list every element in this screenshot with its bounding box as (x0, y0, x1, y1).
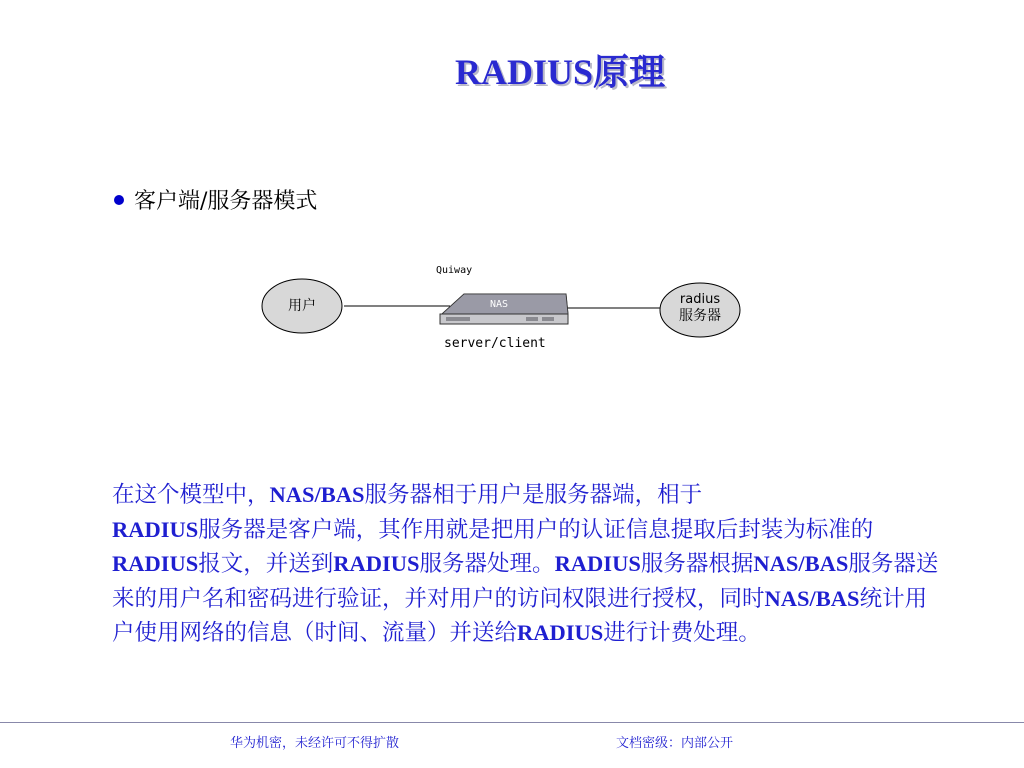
client-server-diagram (250, 258, 750, 368)
paragraph-segment: NAS/BAS (764, 585, 860, 611)
paragraph-segment: NAS/BAS (269, 482, 365, 507)
bullet-item (114, 184, 317, 215)
diagram-caption: server/client (444, 336, 546, 351)
description-paragraph (112, 478, 942, 651)
paragraph-segment: NAS/BAS (753, 551, 849, 576)
paragraph-segment: 服务器根据 (640, 551, 754, 577)
server-label-line2: 服务器 (679, 308, 721, 324)
footer-confidential: 华为机密，未经许可不得扩散 (230, 736, 400, 751)
paragraph-segment: RADIUS (333, 551, 420, 576)
bullet-text: 客户端/服务器模式 (134, 189, 318, 214)
nas-device-label: NAS (490, 299, 509, 310)
page-title: RADIUS原理 (454, 52, 666, 92)
paragraph-segment: 进行计费处理。 (603, 620, 761, 646)
paragraph-segment: RADIUS (554, 551, 641, 576)
footer-divider (0, 722, 1024, 723)
paragraph-segment: 在这个模型中， (112, 482, 270, 508)
paragraph-segment: 服务器送来的用户名和密码进行验证，并对用户的访问权限进行授权，同时 (112, 551, 939, 612)
paragraph-segment: 服务器相于用户是服务器端，相于 (364, 482, 703, 508)
paragraph-segment: RADIUS (517, 620, 604, 645)
paragraph-segment: 服务器是客户端，其作用就是把用户的认证信息提取后封装为标准的 (198, 516, 874, 543)
user-label: 用户 (288, 298, 316, 314)
device-brand-label: Quiway (436, 265, 473, 276)
footer-classification: 文档密级：内部公开 (616, 736, 734, 751)
paragraph-segment: RADIUS (112, 551, 199, 576)
server-label-line1: radius (679, 292, 721, 307)
paragraph-segment: 统计用户使用网络的信息（时间、流量）并送给 (112, 585, 928, 646)
paragraph-segment: 服务器处理。 (419, 551, 555, 577)
paragraph-segment: RADIUS (112, 516, 199, 542)
paragraph-segment: 报文，并送到 (198, 551, 334, 577)
bullet-dot-icon (114, 195, 124, 205)
